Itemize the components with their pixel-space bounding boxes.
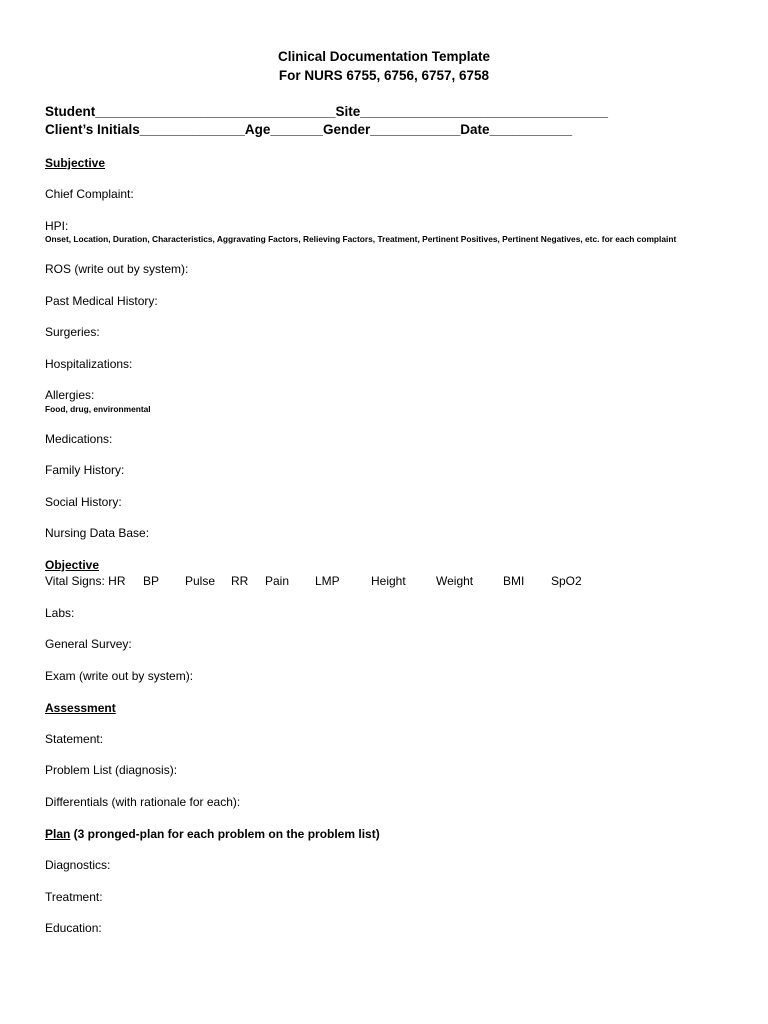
vital-signs-pulse: Pulse xyxy=(185,574,216,588)
vital-signs-weight: Weight xyxy=(436,574,474,588)
vital-signs-spo2: SpO2 xyxy=(551,574,582,588)
vital-signs-bp: BP xyxy=(143,574,160,588)
chief-complaint-label: Chief Complaint: xyxy=(45,187,134,201)
document-title: Clinical Documentation Template xyxy=(277,49,491,64)
document-subtitle: For NURS 6755, 6756, 6757, 6758 xyxy=(278,68,490,83)
vital-signs-hr: Vital Signs: HR xyxy=(45,574,126,588)
vital-signs-rr: RR xyxy=(231,574,249,588)
assessment-heading: Assessment xyxy=(45,701,116,715)
diagnostics-label: Diagnostics: xyxy=(45,858,111,872)
allergies-label: Allergies: xyxy=(45,388,95,402)
statement-label: Statement: xyxy=(45,732,104,746)
plan-heading: Plan xyxy=(45,827,71,841)
exam-label: Exam (write out by system): xyxy=(45,669,194,683)
plan-note: (3 pronged-plan for each problem on the problem list) xyxy=(70,827,380,841)
pmh-label: Past Medical History: xyxy=(45,294,158,308)
treatment-label: Treatment: xyxy=(45,890,103,904)
objective-heading: Objective xyxy=(45,558,100,572)
student-site-line: Student________________________________Site_________________________________ xyxy=(45,104,609,119)
general-survey-label: General Survey: xyxy=(45,637,132,651)
hpi-label: HPI: xyxy=(45,219,69,233)
vital-signs-pain: Pain xyxy=(265,574,290,588)
medications-label: Medications: xyxy=(45,432,113,446)
differentials-label: Differentials (with rationale for each): xyxy=(45,795,241,809)
education-label: Education: xyxy=(45,921,102,935)
hpi-note: Onset, Location, Duration, Characteristics, Aggravating Factors, Relieving Factors, Treatment, Pertinent Positives, Pertinent Negatives, etc. for each complaint xyxy=(45,234,677,244)
surgeries-label: Surgeries: xyxy=(45,325,100,339)
vital-signs-lmp: LMP xyxy=(315,574,340,588)
plan-heading-line xyxy=(45,827,380,841)
labs-label: Labs: xyxy=(45,606,75,620)
problem-list-label: Problem List (diagnosis): xyxy=(45,763,178,777)
client-info-line: Client’s Initials______________Age_______Gender____________Date___________ xyxy=(45,122,573,137)
ros-label: ROS (write out by system): xyxy=(45,262,189,276)
subjective-heading: Subjective xyxy=(45,156,106,170)
hospitalizations-label: Hospitalizations: xyxy=(45,357,133,371)
vital-signs-bmi: BMI xyxy=(503,574,525,588)
social-history-label: Social History: xyxy=(45,495,122,509)
nursing-db-label: Nursing Data Base: xyxy=(45,526,150,540)
allergies-note: Food, drug, environmental xyxy=(45,404,151,414)
vital-signs-height: Height xyxy=(371,574,406,588)
family-history-label: Family History: xyxy=(45,463,125,477)
